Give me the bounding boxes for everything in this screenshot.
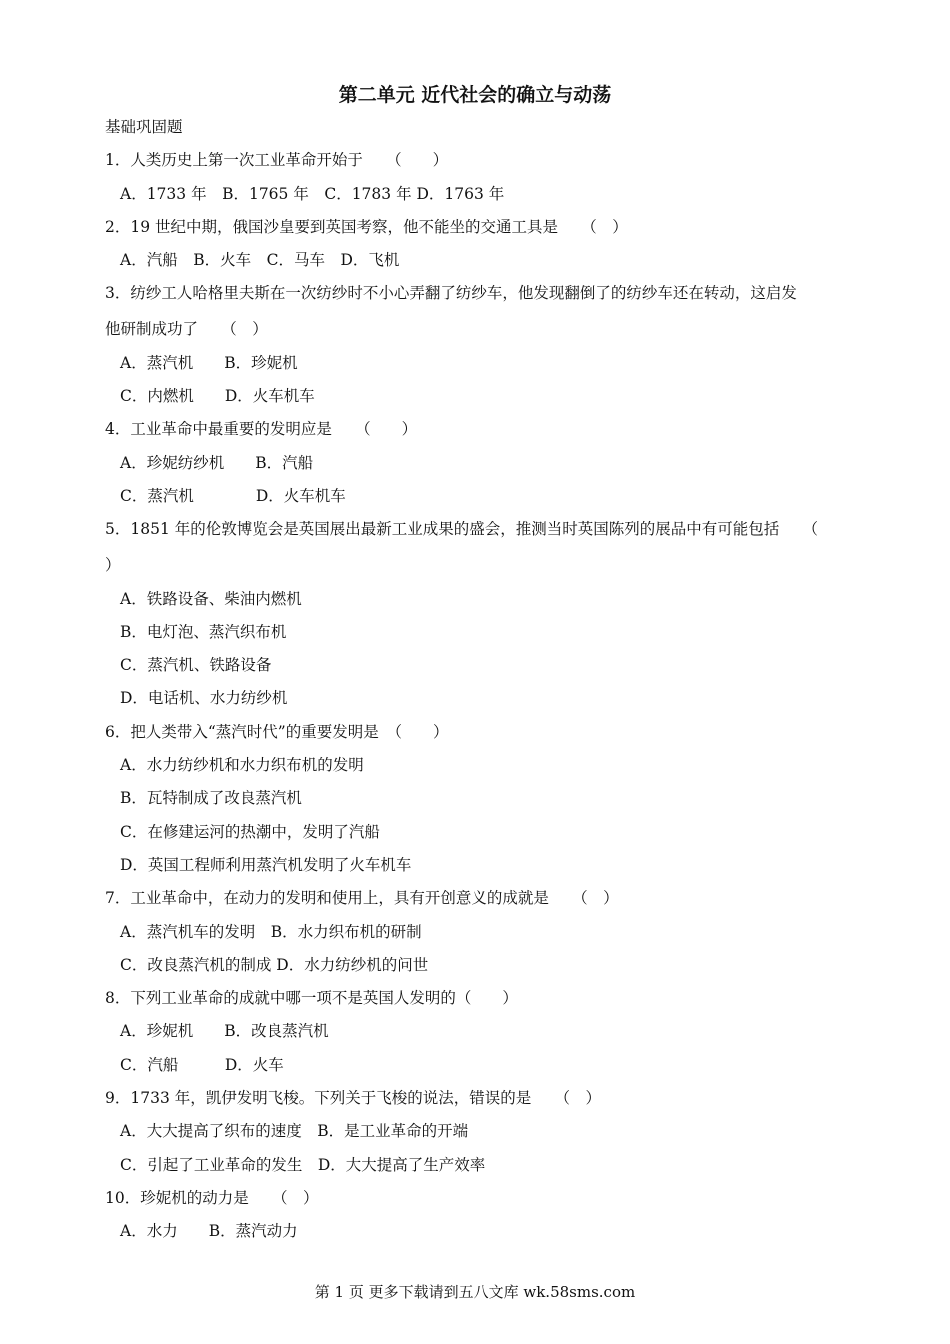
document-body (105, 116, 865, 1254)
question-line: 9．1733 年，凯伊发明飞梭。下列关于飞梭的说法，错误的是 （ ） (105, 1089, 601, 1108)
page-title: 第二单元 近代社会的确立与动荡 (338, 84, 612, 106)
answer-option-line: C．内燃机 D．火车机车 (120, 387, 315, 406)
answer-option-line: C．蒸汽机、铁路设备 (120, 656, 272, 675)
question-list (105, 149, 865, 1253)
question-line: 6．把人类带入“蒸汽时代”的重要发明是 （ ） (105, 722, 449, 741)
answer-option-line: D．电话机、水力纺纱机 (120, 689, 288, 708)
page-footer: 第 1 页 更多下载请到五八文库 wk.58sms.com (314, 1283, 636, 1301)
question-line: 8．下列工业革命的成就中哪一项不是英国人发明的（ ） (105, 989, 518, 1008)
answer-option-line: A．珍妮机 B．改良蒸汽机 (120, 1022, 329, 1041)
answer-option-line: A．1733 年 B．1765 年 C．1783 年 D．1763 年 (120, 184, 505, 203)
answer-option-line: C．汽船 D．火车 (120, 1055, 284, 1074)
answer-option-line: D．英国工程师利用蒸汽机发明了火车机车 (120, 855, 412, 874)
answer-option-line: A．大大提高了织布的速度 B．是工业革命的开端 (120, 1122, 469, 1141)
question-line: 3．纺纱工人哈格里夫斯在一次纺纱时不小心弄翻了纺纱车，他发现翻倒了的纺纱车还在转动，这启发 (105, 284, 797, 303)
answer-option-line: C．引起了工业革命的发生 D．大大提高了生产效率 (120, 1155, 486, 1174)
answer-option-line: C．改良蒸汽机的制成 D．水力纺纱机的问世 (120, 955, 429, 974)
answer-option-line: A．铁路设备、柴油内燃机 (120, 589, 302, 608)
question-line: 7．工业革命中，在动力的发明和使用上，具有开创意义的成就是 （ ） (105, 889, 619, 908)
section-heading: 基础巩固题 (105, 118, 183, 136)
answer-option-line: C．在修建运河的热潮中，发明了汽船 (120, 822, 380, 841)
answer-option-line: A．水力纺纱机和水力织布机的发明 (120, 756, 364, 775)
question-line: 2．19 世纪中期，俄国沙皇要到英国考察，他不能坐的交通工具是 （ ） (105, 217, 628, 236)
question-line: 10．珍妮机的动力是 （ ） (105, 1188, 319, 1207)
answer-option-line: A．珍妮纺纱机 B．汽船 (120, 453, 314, 472)
answer-option-line: B．瓦特制成了改良蒸汽机 (120, 789, 302, 808)
question-line: 5．1851 年的伦敦博览会是英国展出最新工业成果的盛会，推测当时英国陈列的展品中有可能包括 （ (105, 520, 818, 539)
answer-option-line: C．蒸汽机 D．火车机车 (120, 486, 346, 505)
question-line: 1．人类历史上第一次工业革命开始于 （ ） (105, 151, 449, 170)
answer-option-line: A．水力 B．蒸汽动力 (120, 1222, 298, 1241)
question-line: 4．工业革命中最重要的发明应是 （ ） (105, 420, 418, 439)
question-line: ） (105, 556, 121, 575)
answer-option-line: A．汽船 B．火车 C．马车 D．飞机 (120, 251, 400, 270)
question-line: 他研制成功了 （ ） (105, 320, 268, 339)
answer-option-line: A．蒸汽机车的发明 B．水力织布机的研制 (120, 922, 422, 941)
answer-option-line: B．电灯泡、蒸汽织布机 (120, 622, 287, 641)
answer-option-line: A．蒸汽机 B．珍妮机 (120, 353, 298, 372)
